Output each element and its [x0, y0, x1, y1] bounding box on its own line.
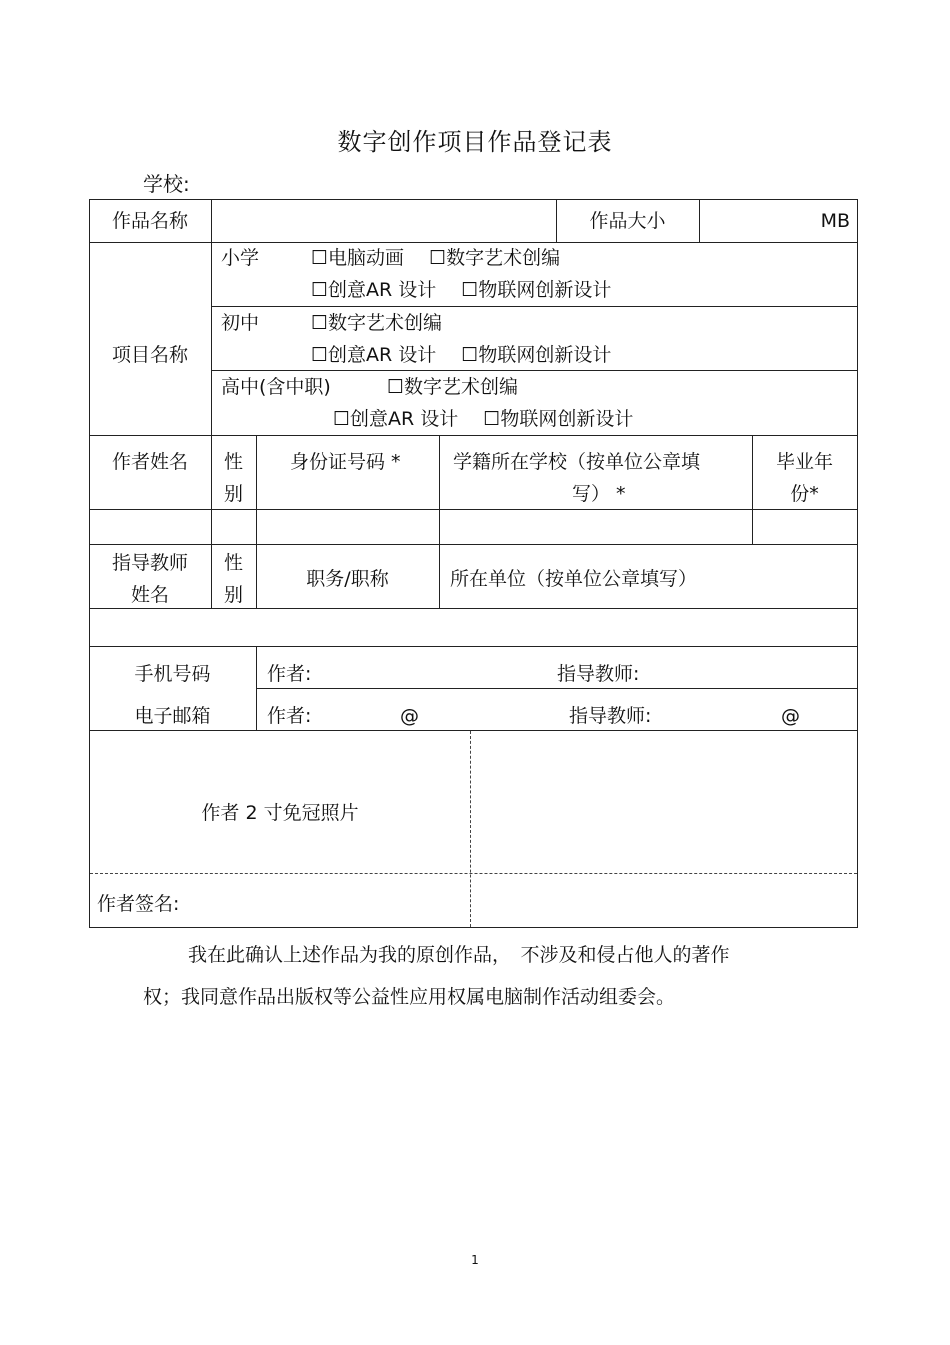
- author-gender-cell[interactable]: [212, 510, 256, 544]
- signature-label: 作者签名:: [97, 893, 180, 915]
- email-teacher-at: @: [781, 705, 800, 727]
- graduation-year-header-1: 毕业年: [775, 451, 833, 473]
- author-gender-header-1: 性: [223, 451, 243, 473]
- email-author-at: @: [400, 705, 419, 727]
- email-teacher-label: 指导教师:: [569, 705, 652, 727]
- declaration-line-2: 权；我同意作品出版权等公益性应用权属电脑制作活动组委会。: [143, 986, 676, 1008]
- signature-area[interactable]: [472, 875, 856, 926]
- photo-area[interactable]: [472, 732, 856, 872]
- teacher-name-header-1: 指导教师: [111, 552, 188, 574]
- work-size-field[interactable]: [700, 209, 850, 233]
- author-gender-header-2: 别: [223, 483, 243, 505]
- email-author-label: 作者:: [267, 705, 312, 727]
- high-options-line2[interactable]: ☐创意AR 设计 ☐物联网创新设计: [333, 408, 634, 430]
- teacher-name-cell[interactable]: [90, 609, 211, 646]
- phone-teacher-label: 指导教师:: [557, 663, 640, 685]
- level-middle: 初中: [221, 312, 260, 334]
- teacher-name-header-2: 姓名: [130, 584, 169, 606]
- teacher-position-header: 职务/职称: [306, 568, 389, 590]
- work-size-label: 作品大小: [589, 210, 666, 232]
- graduation-year-header-2: 份*: [790, 483, 819, 505]
- student-school-header-1: 学籍所在学校（按单位公章填: [453, 451, 701, 473]
- phone-author-label: 作者:: [267, 663, 312, 685]
- level-high: 高中(含中职): [221, 376, 331, 398]
- author-grad-year-cell[interactable]: [753, 510, 857, 544]
- id-number-header: 身份证号码 *: [290, 451, 401, 473]
- teacher-position-cell[interactable]: [257, 609, 439, 646]
- email-label: 电子邮箱: [134, 705, 211, 727]
- school-label: 学校:: [143, 172, 190, 196]
- declaration-line-1: 我在此确认上述作品为我的原创作品， 不涉及和侵占他人的著作: [188, 944, 730, 966]
- page-number: 1: [471, 1253, 479, 1267]
- author-name-header: 作者姓名: [111, 451, 188, 473]
- teacher-gender-cell[interactable]: [212, 609, 256, 646]
- project-name-label: 项目名称: [111, 344, 188, 366]
- level-primary: 小学: [221, 247, 260, 269]
- author-id-cell[interactable]: [257, 510, 439, 544]
- teacher-gender-header-2: 别: [223, 584, 243, 606]
- teacher-gender-header-1: 性: [223, 552, 243, 574]
- primary-options-line1[interactable]: ☐电脑动画 ☐数字艺术创编: [311, 247, 561, 269]
- high-options-line1[interactable]: ☐数字艺术创编: [387, 376, 519, 398]
- page-title: 数字创作项目作品登记表: [337, 128, 613, 156]
- work-name-label: 作品名称: [111, 210, 188, 232]
- primary-options-line2[interactable]: ☐创意AR 设计 ☐物联网创新设计: [311, 279, 612, 301]
- middle-options-line1[interactable]: ☐数字艺术创编: [311, 312, 443, 334]
- teacher-unit-header: 所在单位（按单位公章填写）: [450, 568, 698, 590]
- author-name-cell[interactable]: [90, 510, 211, 544]
- work-size-unit: MB: [820, 210, 850, 232]
- middle-options-line2[interactable]: ☐创意AR 设计 ☐物联网创新设计: [311, 344, 612, 366]
- teacher-unit-cell[interactable]: [440, 609, 857, 646]
- author-school-cell[interactable]: [440, 510, 752, 544]
- work-name-field[interactable]: [212, 200, 555, 242]
- photo-label: 作者 2 寸免冠照片: [201, 802, 359, 824]
- student-school-header-2: 写） *: [572, 483, 626, 505]
- phone-label: 手机号码: [134, 663, 211, 685]
